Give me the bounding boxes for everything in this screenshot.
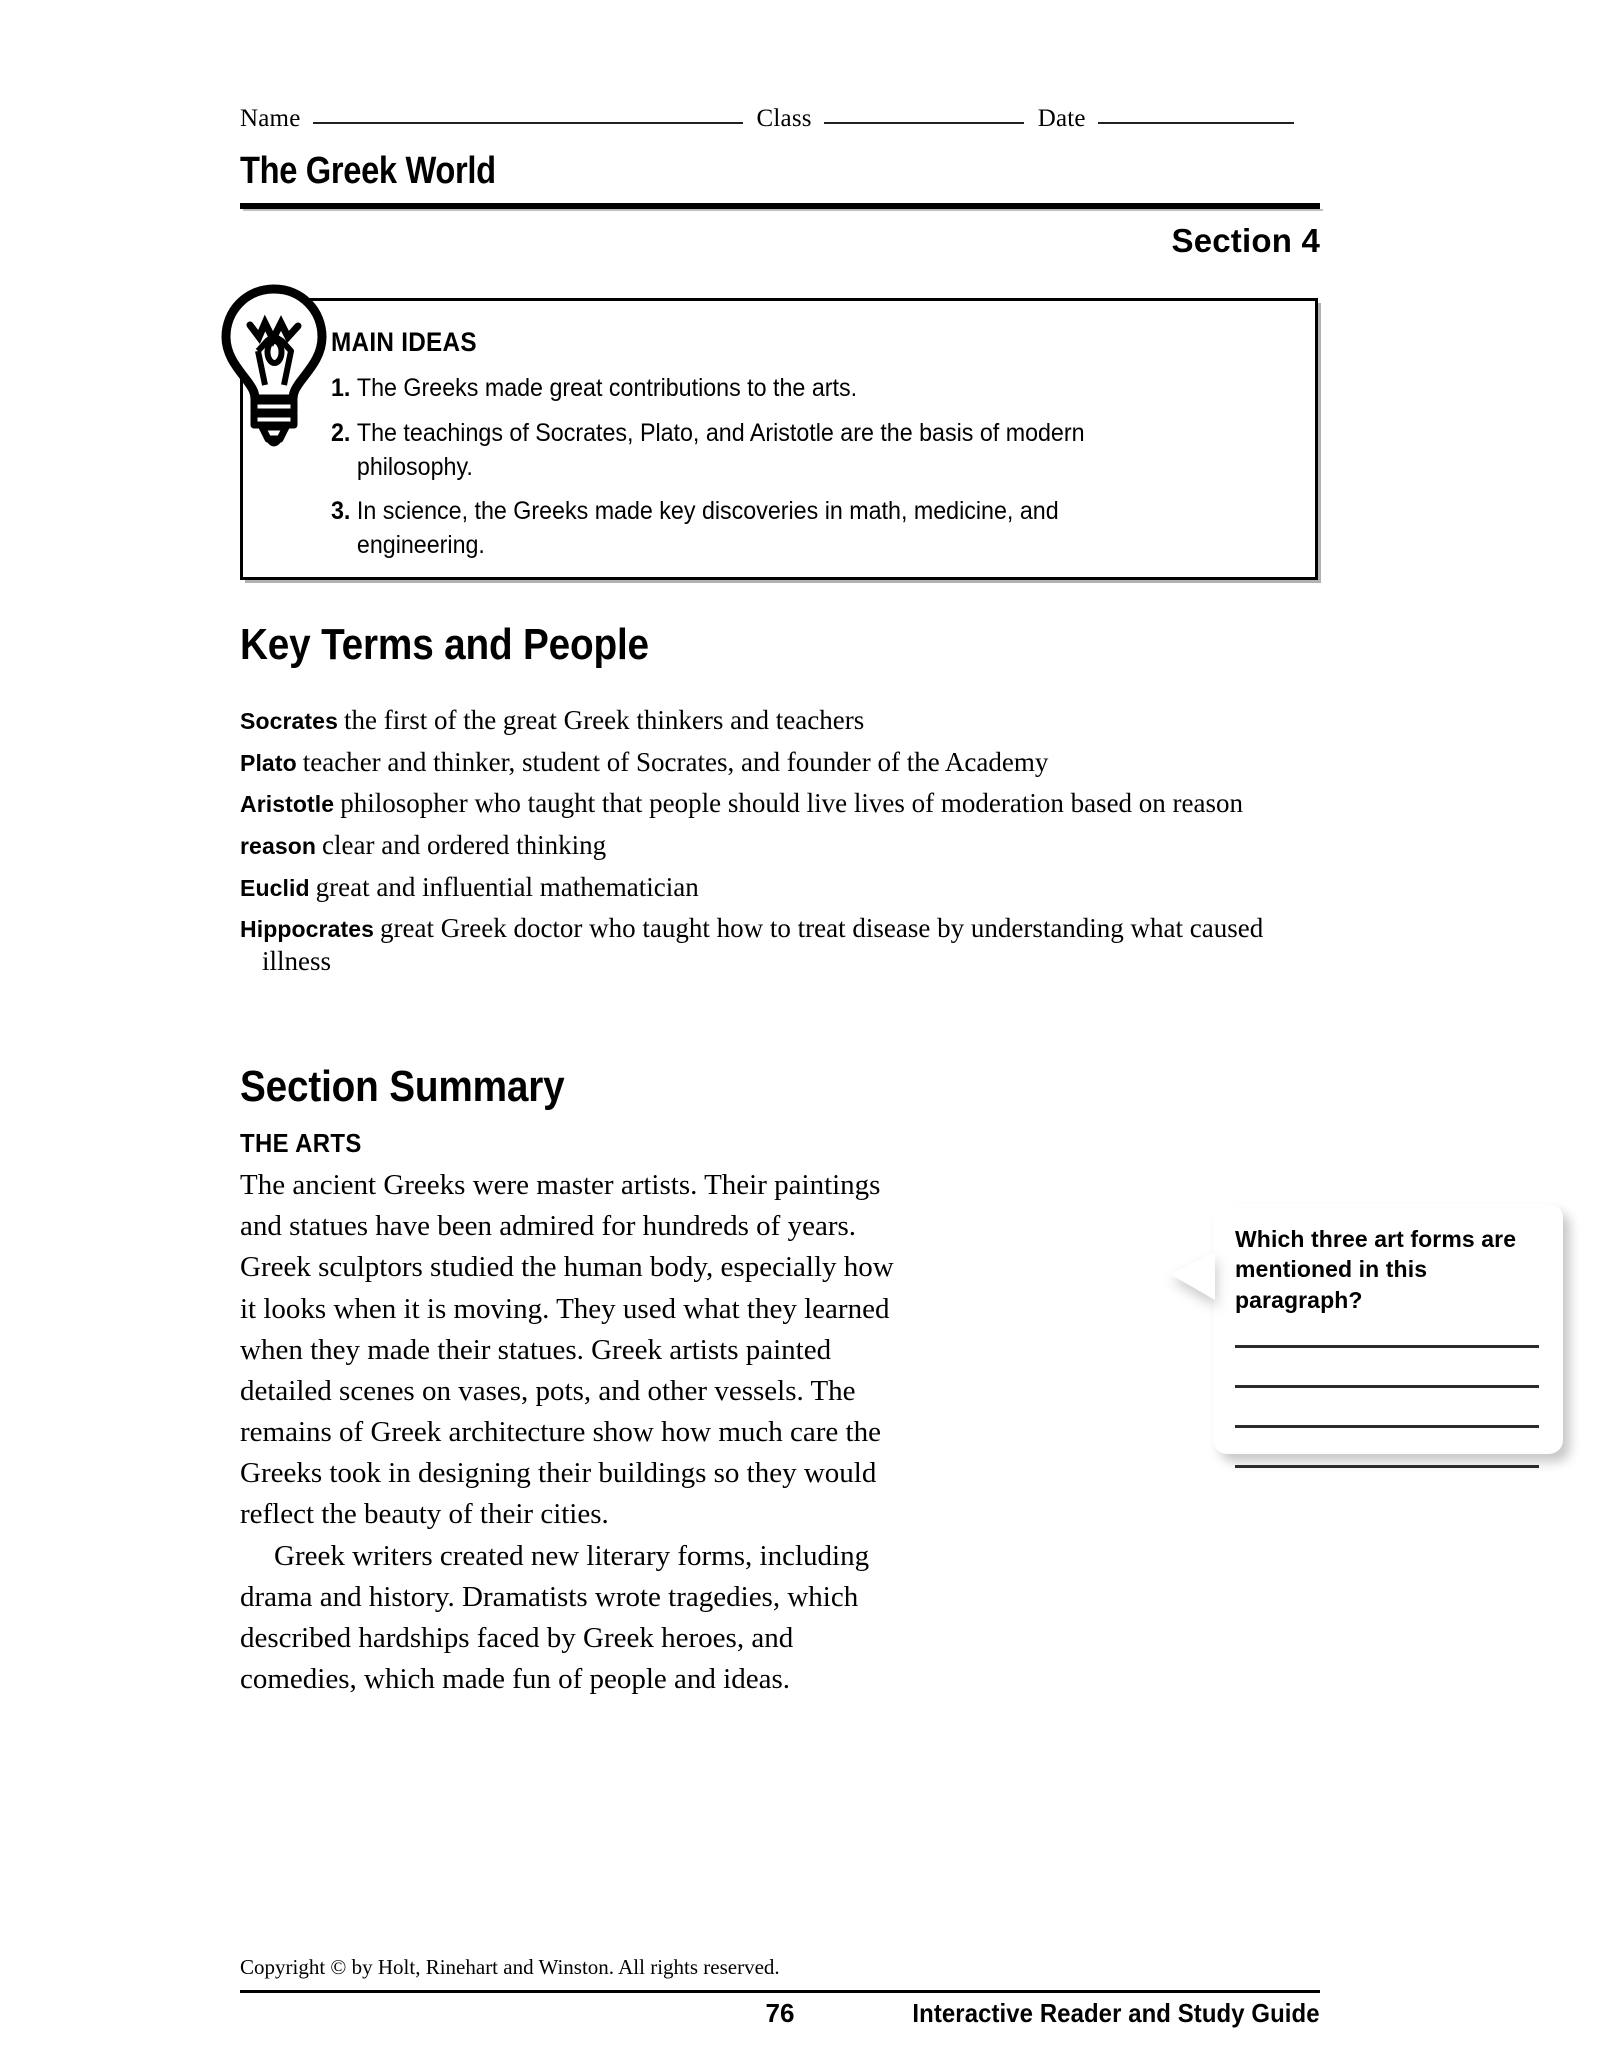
answer-line[interactable] [1235, 1348, 1539, 1388]
key-terms-list [240, 704, 1320, 987]
summary-paragraph: Greek writers created new literary forms, including drama and history. Dramatists wrote tragedies, which described hardships faced by Greek heroes, and comedies, which made fun of people and ideas. [240, 1539, 870, 1696]
answer-line[interactable] [1235, 1308, 1539, 1348]
answer-line[interactable] [1235, 1428, 1539, 1468]
key-term-name: Socrates [240, 708, 338, 734]
key-term-name: Euclid [240, 874, 310, 901]
date-label: Date [1037, 105, 1086, 132]
key-term-name: Aristotle [240, 791, 335, 818]
main-ideas-list [331, 372, 1281, 563]
copyright-notice: Copyright © by Holt, Rinehart and Winston. All rights reserved. [240, 1955, 780, 1979]
callout-tail [1170, 1252, 1215, 1300]
summary-body [240, 1165, 902, 1700]
key-term-definition: great and influential mathematician [315, 871, 699, 902]
name-write-in-line[interactable] [313, 122, 743, 124]
date-write-in-line[interactable] [1098, 122, 1294, 124]
key-term-definition: philosopher who taught that people should live lives of moderation based on reason [340, 788, 1244, 819]
class-write-in-line[interactable] [824, 122, 1024, 124]
summary-subheading: THE ARTS [240, 1128, 362, 1158]
key-term-name: reason [240, 832, 317, 859]
answer-line[interactable] [1235, 1388, 1539, 1428]
main-idea-item [331, 417, 1215, 485]
main-idea-text: The teachings of Socrates, Plato, and Aristotle are the basis of modern philosophy. [356, 418, 1085, 481]
main-idea-number: 3. [331, 497, 351, 526]
key-term-entry [240, 912, 1320, 977]
title-divider [240, 203, 1320, 209]
key-term-entry [240, 746, 1320, 779]
main-ideas-heading: MAIN IDEAS [331, 327, 477, 357]
summary-paragraph: The ancient Greeks were master artists. Their paintings and statues have been admired for hundreds of years. Greek sculptors studied the human body, especially how it looks when it is moving. They used what they learned when they made their statues. Greek artists painted detailed scenes on vases, pots, and other vessels. The remains of Greek architecture show how much care the Greeks took in designing their buildings so they would reflect the beauty of their cities. [240, 1169, 894, 1531]
main-ideas-content [243, 301, 1315, 584]
key-term-definition: great Greek doctor who taught how to treat disease by understanding what caused illness [262, 913, 1264, 976]
key-term-name: Hippocrates [240, 916, 375, 943]
main-idea-number: 1. [331, 374, 351, 402]
student-info-row [240, 105, 1320, 133]
key-term-definition: clear and ordered thinking [322, 829, 607, 860]
callout-question-text: Which three art forms are mentioned in this paragraph? [1235, 1226, 1517, 1313]
page-title: The Greek World [240, 150, 496, 192]
main-idea-number: 2. [331, 418, 351, 447]
footer-row [240, 1998, 1320, 2038]
main-idea-text: In science, the Greeks made key discoveries in math, medicine, and engineering. [356, 497, 1059, 559]
footer-book-title: Interactive Reader and Study Guide [912, 1998, 1320, 2028]
main-idea-text: The Greeks made great contributions to the arts. [356, 374, 858, 402]
main-ideas-box [240, 298, 1318, 580]
answer-lines [1235, 1308, 1539, 1468]
main-idea-item [331, 495, 1215, 563]
key-term-definition: teacher and thinker, student of Socrates, and founder of the Academy [302, 746, 1049, 777]
question-callout [1213, 1204, 1563, 1454]
key-term-name: Plato [240, 749, 297, 776]
key-term-definition: the first of the great Greek thinkers and teachers [343, 705, 865, 735]
page-number: 76 [765, 1998, 795, 2028]
name-label: Name [240, 105, 301, 132]
key-term-entry [240, 704, 1320, 737]
key-term-entry [240, 787, 1320, 820]
key-term-entry [240, 829, 1320, 862]
key-terms-heading: Key Terms and People [240, 620, 649, 669]
section-summary-heading: Section Summary [240, 1062, 565, 1111]
main-idea-item [331, 372, 1215, 406]
footer-divider [240, 1990, 1320, 1993]
key-term-entry [240, 871, 1320, 904]
class-label: Class [756, 105, 812, 132]
section-number-label: Section 4 [1171, 222, 1320, 259]
